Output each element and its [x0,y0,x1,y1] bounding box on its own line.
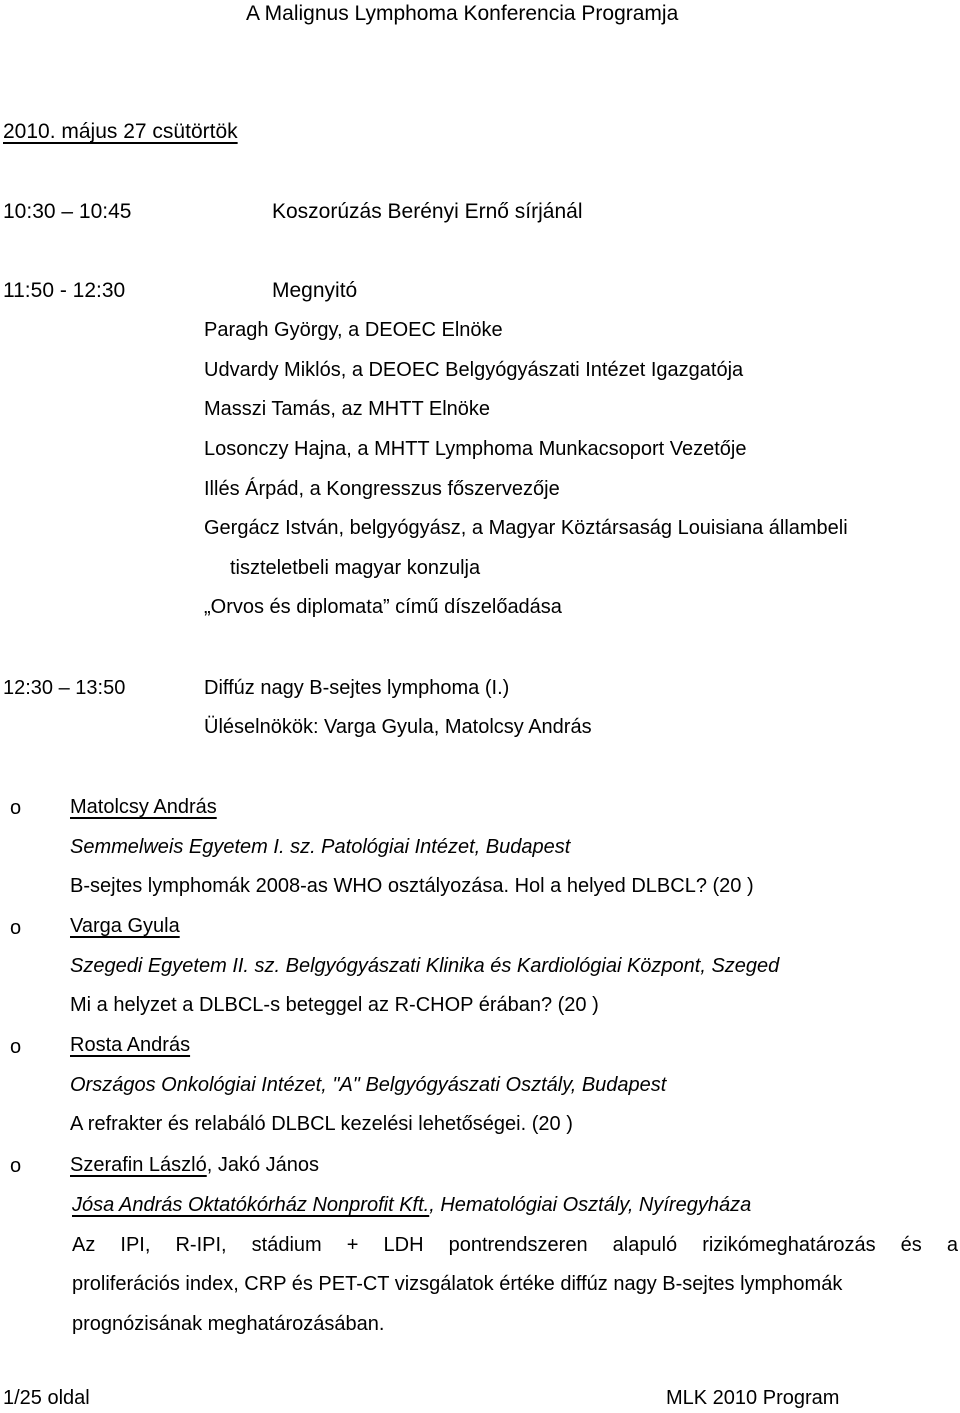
talk-institution-line [72,1195,751,1215]
bullet-marker: o [10,917,22,939]
session-chairs: Üléselnökök: Varga Gyula, Matolcsy András [204,716,592,738]
session-title: Diffúz nagy B-sejtes lymphoma (I.) [204,677,510,699]
speaker-line: Gergácz István, belgyógyász, a Magyar Köztársaság Louisiana állambeli [204,517,848,539]
talk-speaker: Rosta András [70,1034,191,1056]
talk-institution: Országos Onkológiai Intézet, "A" Belgyógyászati Osztály, Budapest [70,1074,667,1096]
document-title: A Malignus Lymphoma Konferencia Programja [246,2,679,25]
speaker-line: Masszi Tamás, az MHTT Elnöke [204,398,491,420]
item-title: Megnyitó [272,279,358,302]
item-time: 11:50 - 12:30 [3,279,126,302]
bullet-marker: o [10,797,22,819]
talk-speakers [70,1155,319,1175]
speaker-line: tiszteletbeli magyar konzulja [230,557,481,579]
speaker-line: „Orvos és diplomata” című díszelőadása [204,596,562,618]
talk-title: B-sejtes lymphomák 2008-as WHO osztályozása. Hol a helyed DLBCL? (20 ) [70,875,754,897]
footer-page-number: 1/25 oldal [3,1387,90,1409]
talk-institution: Szegedi Egyetem II. sz. Belgyógyászati Klinika és Kardiológiai Központ, Szeged [70,955,780,977]
talk-institution-extra: , Hematológiai Osztály, Nyíregyháza [429,1194,752,1216]
day-date: 2010. május 27 csütörtök [3,120,238,143]
talk-title-line: Az IPI, R-IPI, stádium + LDH pontrendszeren alapuló rizikómeghatározás és a [72,1234,958,1256]
talk-title-line: proliferációs index, CRP és PET-CT vizsgálatok értéke diffúz nagy B-sejtes lymphomák [72,1273,843,1295]
session-time: 12:30 – 13:50 [3,677,126,699]
speaker-line: Losonczy Hajna, a MHTT Lymphoma Munkacsoport Vezetője [204,438,747,460]
item-title: Koszorúzás Berényi Ernő sírjánál [272,200,583,223]
item-time: 10:30 – 10:45 [3,200,132,223]
talk-institution: Jósa András Oktatókórház Nonprofit Kft. [72,1194,430,1216]
talk-speaker-extra: , Jakó János [206,1154,320,1176]
talk-title: Mi a helyzet a DLBCL-s beteggel az R-CHOP érában? (20 ) [70,994,599,1016]
talk-institution: Semmelweis Egyetem I. sz. Patológiai Intézet, Budapest [70,836,571,858]
speaker-line: Udvardy Miklós, a DEOEC Belgyógyászati Intézet Igazgatója [204,359,744,381]
talk-speaker: Varga Gyula [70,915,180,937]
speaker-line: Paragh György, a DEOEC Elnöke [204,319,503,341]
talk-title: A refrakter és relabáló DLBCL kezelési lehetőségei. (20 ) [70,1113,573,1135]
talk-speaker: Matolcsy András [70,796,217,818]
footer-program-label: MLK 2010 Program [666,1387,840,1409]
speaker-line: Illés Árpád, a Kongresszus főszervezője [204,478,560,500]
bullet-marker: o [10,1036,22,1058]
bullet-marker: o [10,1155,22,1177]
talk-title-line: prognózisának meghatározásában. [72,1313,385,1335]
talk-speaker: Szerafin László [70,1154,207,1176]
